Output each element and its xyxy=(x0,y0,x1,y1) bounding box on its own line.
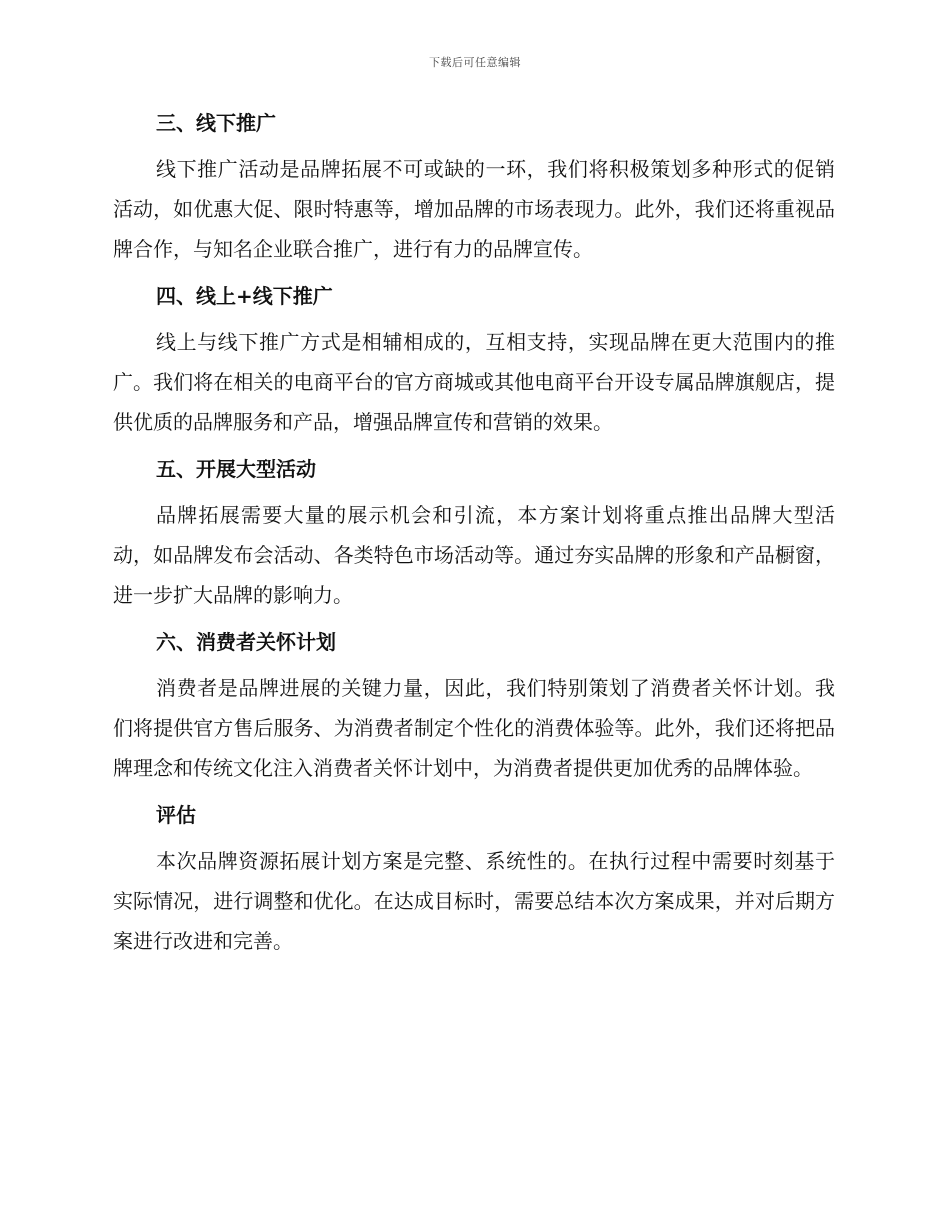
section-heading: 六、消费者关怀计划 xyxy=(156,630,336,654)
section-paragraph: 本次品牌资源拓展计划方案是完整、系统性的。在执行过程中需要时刻基于实际情况，进行调整和优化。在达成目标时，需要总结本次方案成果，并对后期方案进行改进和完善。 xyxy=(113,849,835,953)
section-heading: 五、开展大型活动 xyxy=(156,457,316,481)
section-paragraph: 线下推广活动是品牌拓展不可或缺的一环，我们将积极策划多种形式的促销活动，如优惠大促、限时特惠等，增加品牌的市场表现力。此外，我们还将重视品牌合作，与知名企业联合推广，进行有力的品牌宣传。 xyxy=(113,157,835,261)
section-paragraph: 消费者是品牌进展的关键力量，因此，我们特别策划了消费者关怀计划。我们将提供官方售后服务、为消费者制定个性化的消费体验等。此外，我们还将把品牌理念和传统文化注入消费者关怀计划中，为消费者提供更加优秀的品牌体验。 xyxy=(113,676,835,780)
section-evaluation xyxy=(113,797,835,961)
section-online-offline-promotion xyxy=(113,278,835,442)
header-note: 下载后可任意编辑 xyxy=(429,56,521,69)
section-consumer-care xyxy=(113,624,835,788)
section-paragraph: 线上与线下推广方式是相辅相成的，互相支持，实现品牌在更大范围内的推广。我们将在相关的电商平台的官方商城或其他电商平台开设专属品牌旗舰店，提供优质的品牌服务和产品，增强品牌宣传和营销的效果。 xyxy=(113,330,835,434)
section-heading: 评估 xyxy=(156,803,196,827)
section-paragraph: 品牌拓展需要大量的展示机会和引流，本方案计划将重点推出品牌大型活动，如品牌发布会活动、各类特色市场活动等。通过夯实品牌的形象和产品橱窗，进一步扩大品牌的影响力。 xyxy=(113,503,835,607)
document-body xyxy=(113,105,835,970)
section-heading: 四、线上+线下推广 xyxy=(156,284,333,308)
section-large-events xyxy=(113,451,835,615)
section-heading: 三、线下推广 xyxy=(156,111,276,135)
section-offline-promotion xyxy=(113,105,835,269)
